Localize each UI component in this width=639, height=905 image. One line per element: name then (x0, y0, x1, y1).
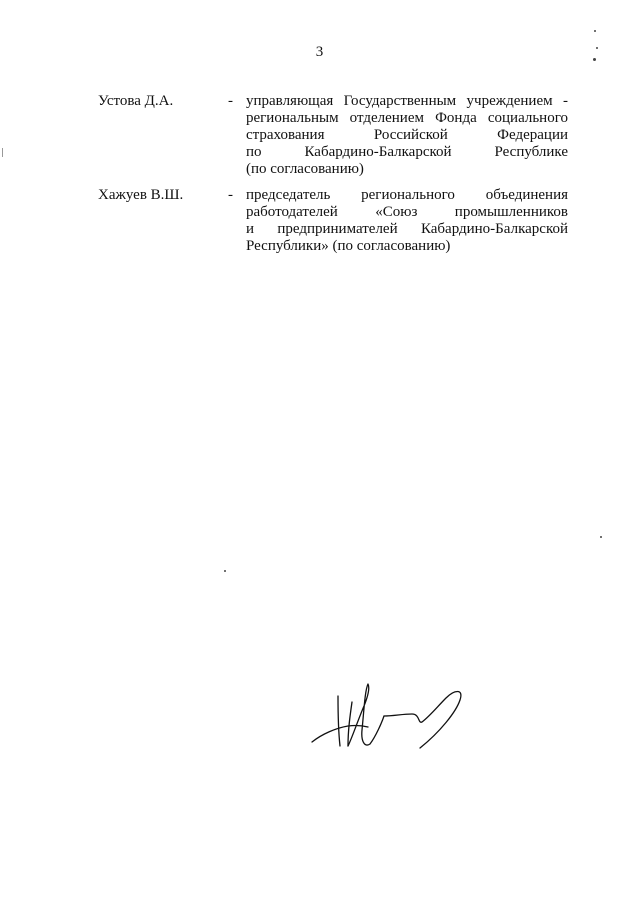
member-name: Хажуев В.Ш. (98, 187, 184, 203)
role-line: председатель регионального объединения (246, 187, 568, 203)
member-role (246, 187, 568, 255)
role-line: региональным отделением Фонда социального (246, 110, 568, 126)
role-line: управляющая Государственным учреждением - (246, 93, 568, 109)
role-line: Республики» (по согласованию) (246, 238, 451, 254)
handwritten-signature (308, 676, 468, 756)
page-number: 3 (315, 44, 324, 60)
member-dash: - (228, 93, 233, 109)
scan-edge-mark (2, 148, 3, 157)
role-line: и предпринимателей Кабардино-Балкарской (246, 221, 568, 237)
role-line: (по согласованию) (246, 161, 364, 177)
role-line: работодателей «Союз промышленников (246, 204, 568, 220)
scan-speck (594, 30, 596, 32)
scan-speck (593, 58, 596, 61)
scan-speck (600, 536, 602, 538)
member-role (246, 93, 568, 178)
member-dash: - (228, 187, 233, 203)
member-name: Устова Д.А. (98, 93, 174, 109)
role-line: страхования Российской Федерации (246, 127, 568, 143)
role-line: по Кабардино-Балкарской Республике (246, 144, 568, 160)
scan-speck (596, 47, 598, 49)
scan-speck (224, 570, 226, 572)
